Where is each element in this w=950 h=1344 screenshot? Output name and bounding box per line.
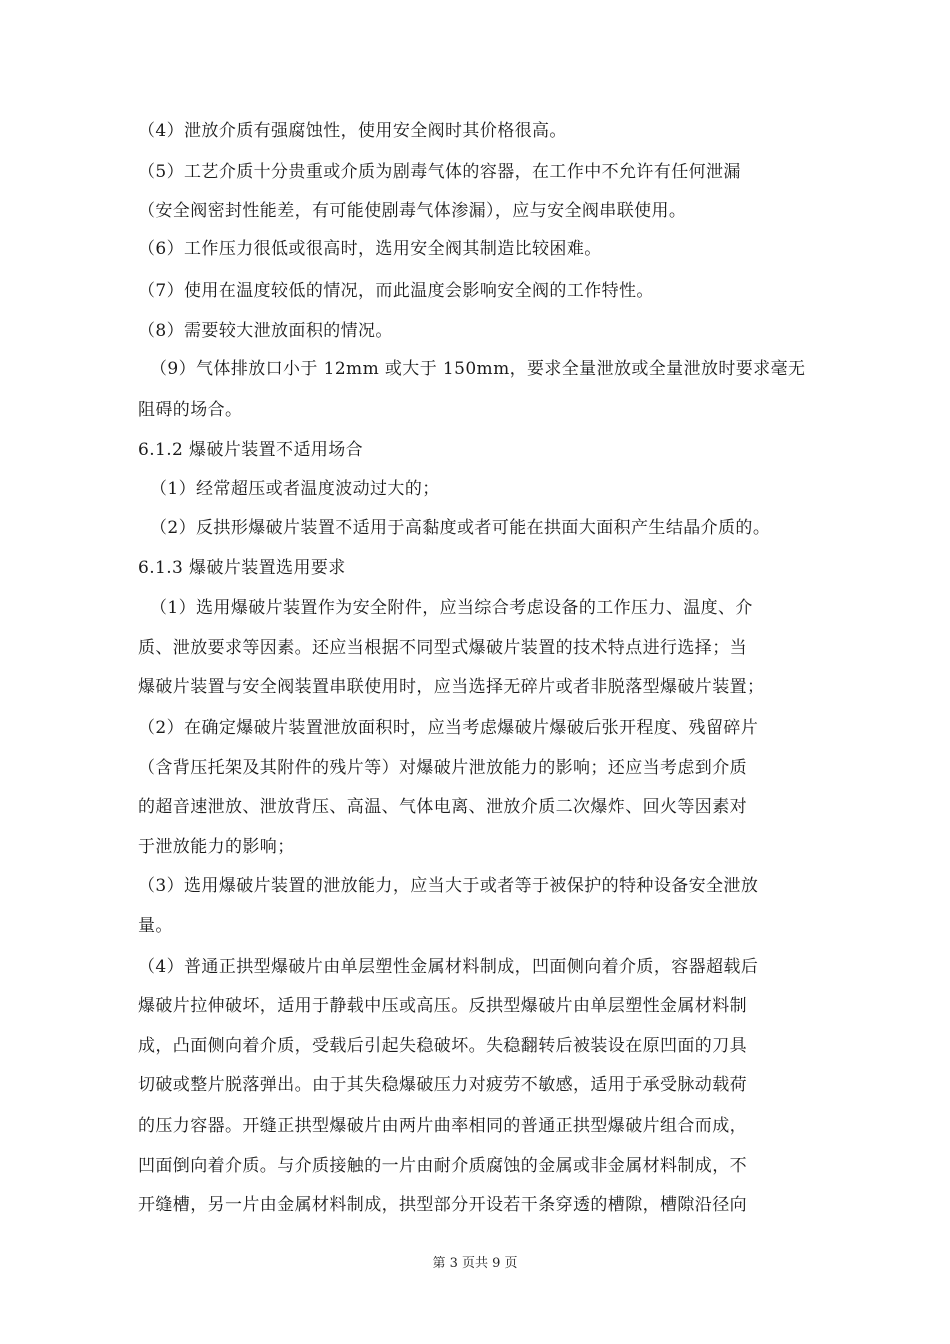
- paragraph-line: 切破或整片脱落弹出。由于其失稳爆破压力对疲劳不敏感，适用于承受脉动载荷: [138, 1075, 747, 1095]
- paragraph-line: 的超音速泄放、泄放背压、高温、气体电离、泄放介质二次爆炸、回火等因素对: [138, 797, 747, 817]
- paragraph-line: （1）经常超压或者温度波动过大的；: [150, 479, 440, 499]
- paragraph-line: 阻碍的场合。: [138, 400, 243, 420]
- paragraph-line: 量。: [138, 916, 173, 936]
- paragraph-line: 开缝槽，另一片由金属材料制成，拱型部分开设若干条穿透的槽隙，槽隙沿径向: [138, 1195, 747, 1215]
- paragraph-line: 质、泄放要求等因素。还应当根据不同型式爆破片装置的技术特点进行选择；当: [138, 638, 747, 658]
- paragraph-line: （安全阀密封性能差，有可能使剧毒气体渗漏），应与安全阀串联使用。: [138, 201, 687, 221]
- paragraph-line: （9）气体排放口小于 12mm 或大于 150mm，要求全量泄放或全量泄放时要求毫无: [150, 359, 806, 379]
- section-heading: 6.1.2 爆破片装置不适用场合: [138, 440, 364, 460]
- paragraph-line: 于泄放能力的影响；: [138, 837, 295, 857]
- paragraph-line: 爆破片装置与安全阀装置串联使用时，应当选择无碎片或者非脱落型爆破片装置；: [138, 677, 765, 697]
- paragraph-line: （3）选用爆破片装置的泄放能力，应当大于或者等于被保护的特种设备安全泄放: [138, 876, 759, 896]
- paragraph-line: （1）选用爆破片装置作为安全附件，应当综合考虑设备的工作压力、温度、介: [150, 598, 753, 618]
- paragraph-line: （5）工艺介质十分贵重或介质为剧毒气体的容器，在工作中不允许有任何泄漏: [138, 162, 741, 182]
- paragraph-line: 爆破片拉伸破坏，适用于静载中压或高压。反拱型爆破片由单层塑性金属材料制: [138, 996, 747, 1016]
- paragraph-line: （2）反拱形爆破片装置不适用于高黏度或者可能在拱面大面积产生结晶介质的。: [150, 518, 771, 538]
- paragraph-line: （6）工作压力很低或很高时，选用安全阀其制造比较困难。: [138, 239, 602, 259]
- paragraph-line: （7）使用在温度较低的情况，而此温度会影响安全阀的工作特性。: [138, 281, 654, 301]
- paragraph-line: （4）泄放介质有强腐蚀性，使用安全阀时其价格很高。: [138, 121, 567, 141]
- paragraph-line: （含背压托架及其附件的残片等）对爆破片泄放能力的影响；还应当考虑到介质: [138, 758, 747, 778]
- paragraph-line: （8）需要较大泄放面积的情况。: [138, 321, 393, 341]
- section-heading: 6.1.3 爆破片装置选用要求: [138, 558, 346, 578]
- paragraph-line: 的压力容器。开缝正拱型爆破片由两片曲率相同的普通正拱型爆破片组合而成，: [138, 1116, 747, 1136]
- paragraph-line: （4）普通正拱型爆破片由单层塑性金属材料制成，凹面侧向着介质，容器超载后: [138, 957, 759, 977]
- paragraph-line: 凹面倒向着介质。与介质接触的一片由耐介质腐蚀的金属或非金属材料制成，不: [138, 1156, 747, 1176]
- paragraph-line: （2）在确定爆破片装置泄放面积时，应当考虑爆破片爆破后张开程度、残留碎片: [138, 718, 759, 738]
- paragraph-line: 成，凸面侧向着介质，受载后引起失稳破坏。失稳翻转后被装设在原凹面的刀具: [138, 1036, 747, 1056]
- page-number-footer: 第 3 页共 9 页: [432, 1256, 518, 1271]
